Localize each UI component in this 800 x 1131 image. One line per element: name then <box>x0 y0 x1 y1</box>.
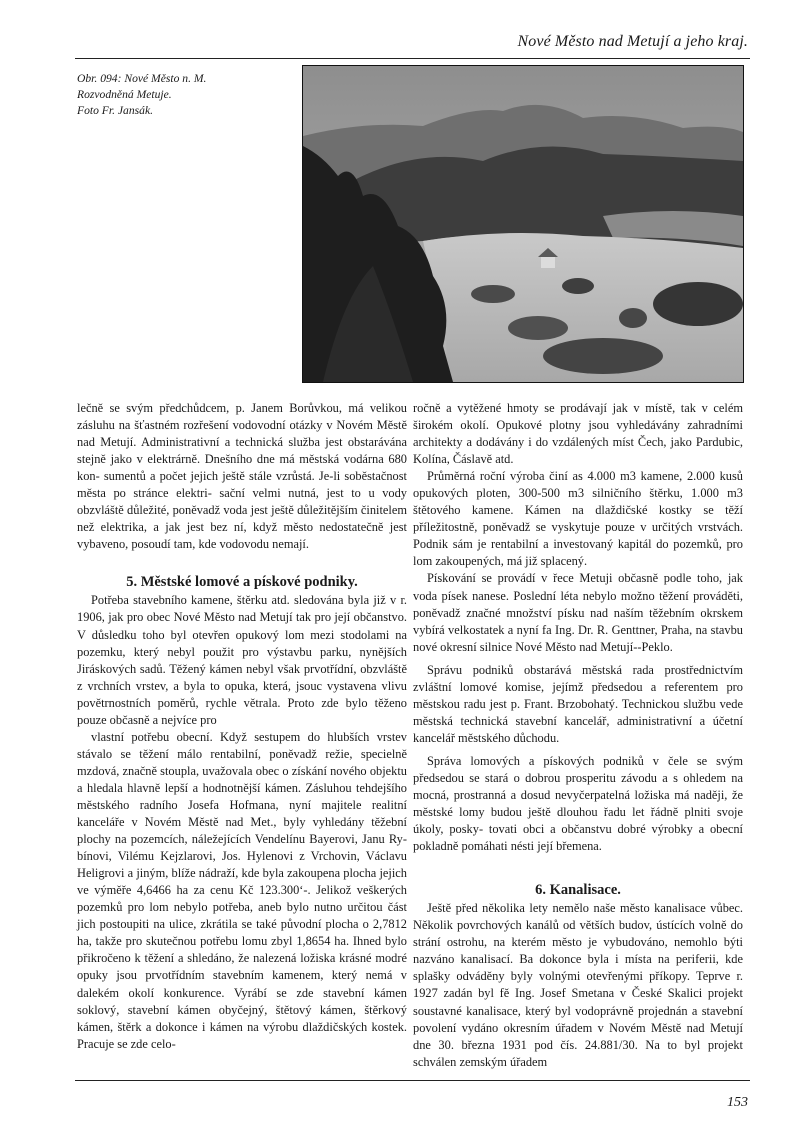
right-column <box>413 400 743 1071</box>
paragraph: Správa lomových a pískových podniků v čele se svým předsedou se stará o dobrou prosperitu závodu a s ohledem na mocná, prostranná a dosud nevyčerpatelná ložiska má naději, že městské lomy budou ještě dlouhou řadu let řádně plniti svoje úkoly, posky- tovati obci a občanstvu dobré výrobky a obecní pokladně pomáhati nésti její břemena. <box>413 753 743 854</box>
section-heading-sewerage: 6. Kanalisace. <box>535 882 621 899</box>
running-title: Nové Město nad Metují a jeho kraj. <box>517 33 748 50</box>
header-rule <box>75 58 750 59</box>
paragraph: Pískování se provádí v řece Metuji občasně podle toho, jak voda písek nanese. Poslední léta nebylo možno těžení prováděti, poněvadž značné množství písku nad naším těžebním okrskem vybírá velkostatek a nyní fa Ing. Dr. R. Genttner, Praha, na stavbu nové okresní silnice Nové Město nad Metují--Peklo. <box>413 571 743 654</box>
paragraph: lečně se svým předchůdcem, p. Janem Borůvkou, má velikou zásluhu na šťastném rozřešení vodovodní otázky v Novém Městě nad Metují. Administrativní a technická služba jest obstarávána stejně jako v elektrárně. Dnešního dne má městská vodárna 680 kon- sumentů a počet jejich ještě stále vzrůstá. Je-li soběstačnost města po stránce elektri- sační velmi nutná, jest to u vody obzvláště důležité, poněvadž voda jest ještě důležitějším činitelem než elektrika, a jak jest bez ní, když město nedostatečně jest vybaveno, posoudí tam, kde vodovodu nemají. <box>77 401 407 552</box>
paragraph: Správu podniků obstarává městská rada prostřednictvím zvláštní lomové komise, jejímž předsedou a referentem pro městskou radu jest p. Frant. Brzobohatý. Technickou službu vede městská technická stavební kancelář, administrativní a účetní kancelář městského důchodu. <box>413 662 743 745</box>
page-number: 153 <box>727 1095 748 1110</box>
section-heading-quarries: 5. Městské lomové a pískové podniky. <box>126 574 358 591</box>
photo-illustration <box>303 66 743 382</box>
paragraph: Ještě před několika lety nemělo naše město kanalisace vůbec. Několik povrchových kanálů od větších budov, ústících volně do strání ostrohu, na kterém město je vybudováno, nemohlo býti nazváno kanalisací. Ba dokonce byla i místa na periferii, kde splašky odváděny byly volnými otevřenými příkopy. Teprve r. 1927 zadán byl fě Ing. Josef Smetana v České Skalici projekt soustavné kanalisace, který byl vodoprávně projednán a stavební povolení vydáno okresním úřadem v Novém Městě nad Metují dne 30. března 1931 pod čís. 24.881/30. Na to byl projekt schválen zemským úřadem <box>413 901 743 1069</box>
caption-line: Rozvodněná Metuje. <box>77 88 172 101</box>
figure-caption <box>77 71 277 119</box>
paragraph: Průměrná roční výroba činí as 4.000 m3 kamene, 2.000 kusů opukových ploten, 300-500 m3 silničního štěrku, 1.000 m3 štětového kamene. Kámen na dlaždičské kostky se těží příležitostně, poněvadž se vyskytuje pouze v určitých vrstvách. Podnik sám je rentabilní a investovaný kapitál do pozemků, pro lom zakoupených, má již splacený. <box>413 469 743 569</box>
paragraph: Potřeba stavebního kamene, štěrku atd. sledována byla již v r. 1906, jak pro obec Nové Město nad Metují tak pro její občanstvo. V důsledku toho byl otevřen opukový lom mezi stodolami na pozemku, který nebyl použit pro výstavbu parku, nynějších Jiráskových sadů. Těžený kámen nebyl však prvotřídní, obzvláště z vrchních vrstev, a byla to opuka, která, jsouc vystavena vlivu povětrnostních poměrů, rychle větrala. Proto zde bylo těženo pouze občasně a nejvíce pro <box>77 593 407 727</box>
flooded-valley-photo <box>302 65 744 383</box>
caption-line: Obr. 094: Nové Město n. M. <box>77 72 207 85</box>
paragraph: vlastní potřebu obecní. Když sestupem do hlubších vrstev stávalo se těžení málo rentabilní, poněvadž režie, specielně mzdová, značně stoupla, uvažovala obec o získání nového objektu a hledala hlavně lepší a hodnotnější kámen. Zásluhou tehdejšího městského radního Josefa Hofmana, nyní majitele realitní kanceláře v Novém Městě nad Met., byly vyhledány těžební plochy na pozemcích, náležejících Vendelínu Bayerovi, Janu Ry- bínovi, Vilému Kejzlarovi, Jos. Hylenovi z Vrchovin, Václavu Heligrovi a jiným, blíže nádraží, kde byla zakoupena plocha jejich ve výměře 4,6466 ha za cenu Kč 123.300‘-. Jelikož veškerých pozemků pro lom nebylo potřeba, aneb bylo nutno určitou část jich postoupiti na ulice, zkrátila se také původní plocha o 2,7812 ha, takže pro skutečnou potřebu lomu zbyl 1,8654 ha. Ihned bylo přikročeno k těžení a shledáno, že nalezená ložiska krásné modré opuky jsou prvotřídním stavebním kamenem, který nemá v dalekém okolí konkurence. Vyrábí se zde stavební kámen soklový, stavební kámen obyčejný, štětový kámen, štěrkový kámen, štěrk a dokonce i kámen na výrobu dlaždičských kostek. Pracuje se zde celo- <box>77 729 407 1051</box>
left-column <box>77 400 407 1053</box>
footer-rule <box>75 1080 750 1081</box>
caption-line: Foto Fr. Jansák. <box>77 104 153 117</box>
paragraph: ročně a vytěžené hmoty se prodávají jak v místě, tak v celém širokém okolí. Opukové plotny jsou vyhledávány zahradními architekty a dodávány i do vzdálených míst Čech, jako Pardubic, Kolína, Čáslavě atd. <box>413 401 743 467</box>
